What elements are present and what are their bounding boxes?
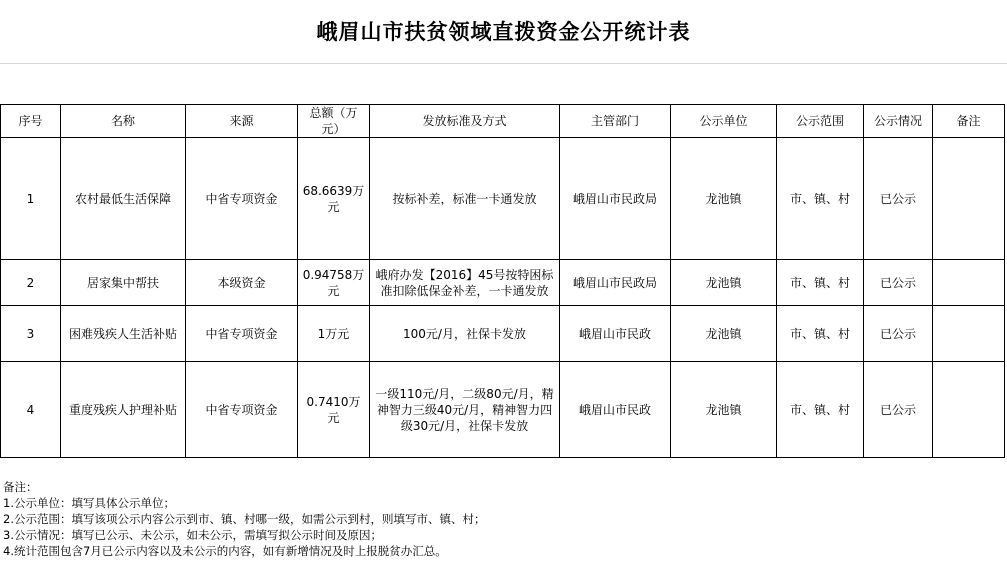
cell-publish-status: 已公示: [864, 362, 933, 458]
cell-department: 峨眉山市民政局: [560, 260, 671, 306]
cell-publish-status: 已公示: [864, 138, 933, 260]
cell-publish-status: 已公示: [864, 306, 933, 362]
header-publish-scope: 公示范围: [777, 105, 864, 138]
table-header-row: [1, 105, 1005, 138]
cell-publish-scope: 市、镇、村: [777, 306, 864, 362]
note-item: 4.统计范围包含7月已公示内容以及未公示的内容，如有新增情况及时上报脱贫办汇总。: [3, 544, 447, 558]
cell-source: 中省专项资金: [186, 362, 298, 458]
cell-source: 中省专项资金: [186, 138, 298, 260]
cell-publish-status: 已公示: [864, 260, 933, 306]
table-row: [1, 138, 1005, 260]
sheet-title: 峨眉山市扶贫领域直拨资金公开统计表: [316, 19, 691, 44]
cell-index: 2: [1, 260, 61, 306]
notes-heading: 备注：: [3, 480, 38, 494]
cell-publish-unit: 龙池镇: [671, 306, 777, 362]
cell-amount: 68.6639万元: [298, 138, 370, 260]
cell-publish-unit: 龙池镇: [671, 362, 777, 458]
cell-publish-scope: 市、镇、村: [777, 138, 864, 260]
header-amount: 总额（万元）: [298, 105, 370, 138]
table-row: [1, 260, 1005, 306]
cell-amount: 1万元: [298, 306, 370, 362]
header-standard: 发放标准及方式: [370, 105, 560, 138]
cell-source: 中省专项资金: [186, 306, 298, 362]
cell-index: 4: [1, 362, 61, 458]
table-row: [1, 306, 1005, 362]
cell-publish-scope: 市、镇、村: [777, 362, 864, 458]
cell-remarks: [933, 362, 1005, 458]
cell-standard: 100元/月，社保卡发放: [370, 306, 560, 362]
cell-index: 1: [1, 138, 61, 260]
note-item: 3.公示情况：填写已公示、未公示，如未公示，需填写拟公示时间及原因；: [3, 528, 382, 542]
note-item: 1.公示单位：填写具体公示单位；: [3, 496, 175, 510]
cell-department: 峨眉山市民政: [560, 362, 671, 458]
cell-amount: 0.7410万元: [298, 362, 370, 458]
cell-standard: 按标补差，标准一卡通发放: [370, 138, 560, 260]
cell-source: 本级资金: [186, 260, 298, 306]
cell-name: 重度残疾人护理补贴: [61, 362, 186, 458]
grid-line: [0, 63, 1007, 64]
cell-remarks: [933, 306, 1005, 362]
header-publish-unit: 公示单位: [671, 105, 777, 138]
cell-index: 3: [1, 306, 61, 362]
cell-department: 峨眉山市民政: [560, 306, 671, 362]
cell-name: 农村最低生活保障: [61, 138, 186, 260]
header-name: 名称: [61, 105, 186, 138]
cell-publish-unit: 龙池镇: [671, 260, 777, 306]
cell-remarks: [933, 138, 1005, 260]
cell-department: 峨眉山市民政局: [560, 138, 671, 260]
header-publish-status: 公示情况: [864, 105, 933, 138]
cell-standard: 一级110元/月，二级80元/月，精神智力三级40元/月，精神智力四级30元/月，社保卡发放: [370, 362, 560, 458]
cell-publish-scope: 市、镇、村: [777, 260, 864, 306]
cell-remarks: [933, 260, 1005, 306]
table-row: [1, 362, 1005, 458]
header-source: 来源: [186, 105, 298, 138]
note-item: 2.公示范围：填写该项公示内容公示到市、镇、村哪一级，如需公示到村，则填写市、镇、村；: [3, 512, 486, 526]
header-remarks: 备注: [933, 105, 1005, 138]
cell-name: 困难残疾人生活补贴: [61, 306, 186, 362]
cell-amount: 0.94758万元: [298, 260, 370, 306]
cell-standard: 峨府办发【2016】45号按特困标准扣除低保金补差，一卡通发放: [370, 260, 560, 306]
header-department: 主管部门: [560, 105, 671, 138]
cell-name: 居家集中帮扶: [61, 260, 186, 306]
cell-publish-unit: 龙池镇: [671, 138, 777, 260]
notes-section: [3, 479, 1003, 559]
header-index: 序号: [1, 105, 61, 138]
funds-table: [0, 104, 1005, 458]
